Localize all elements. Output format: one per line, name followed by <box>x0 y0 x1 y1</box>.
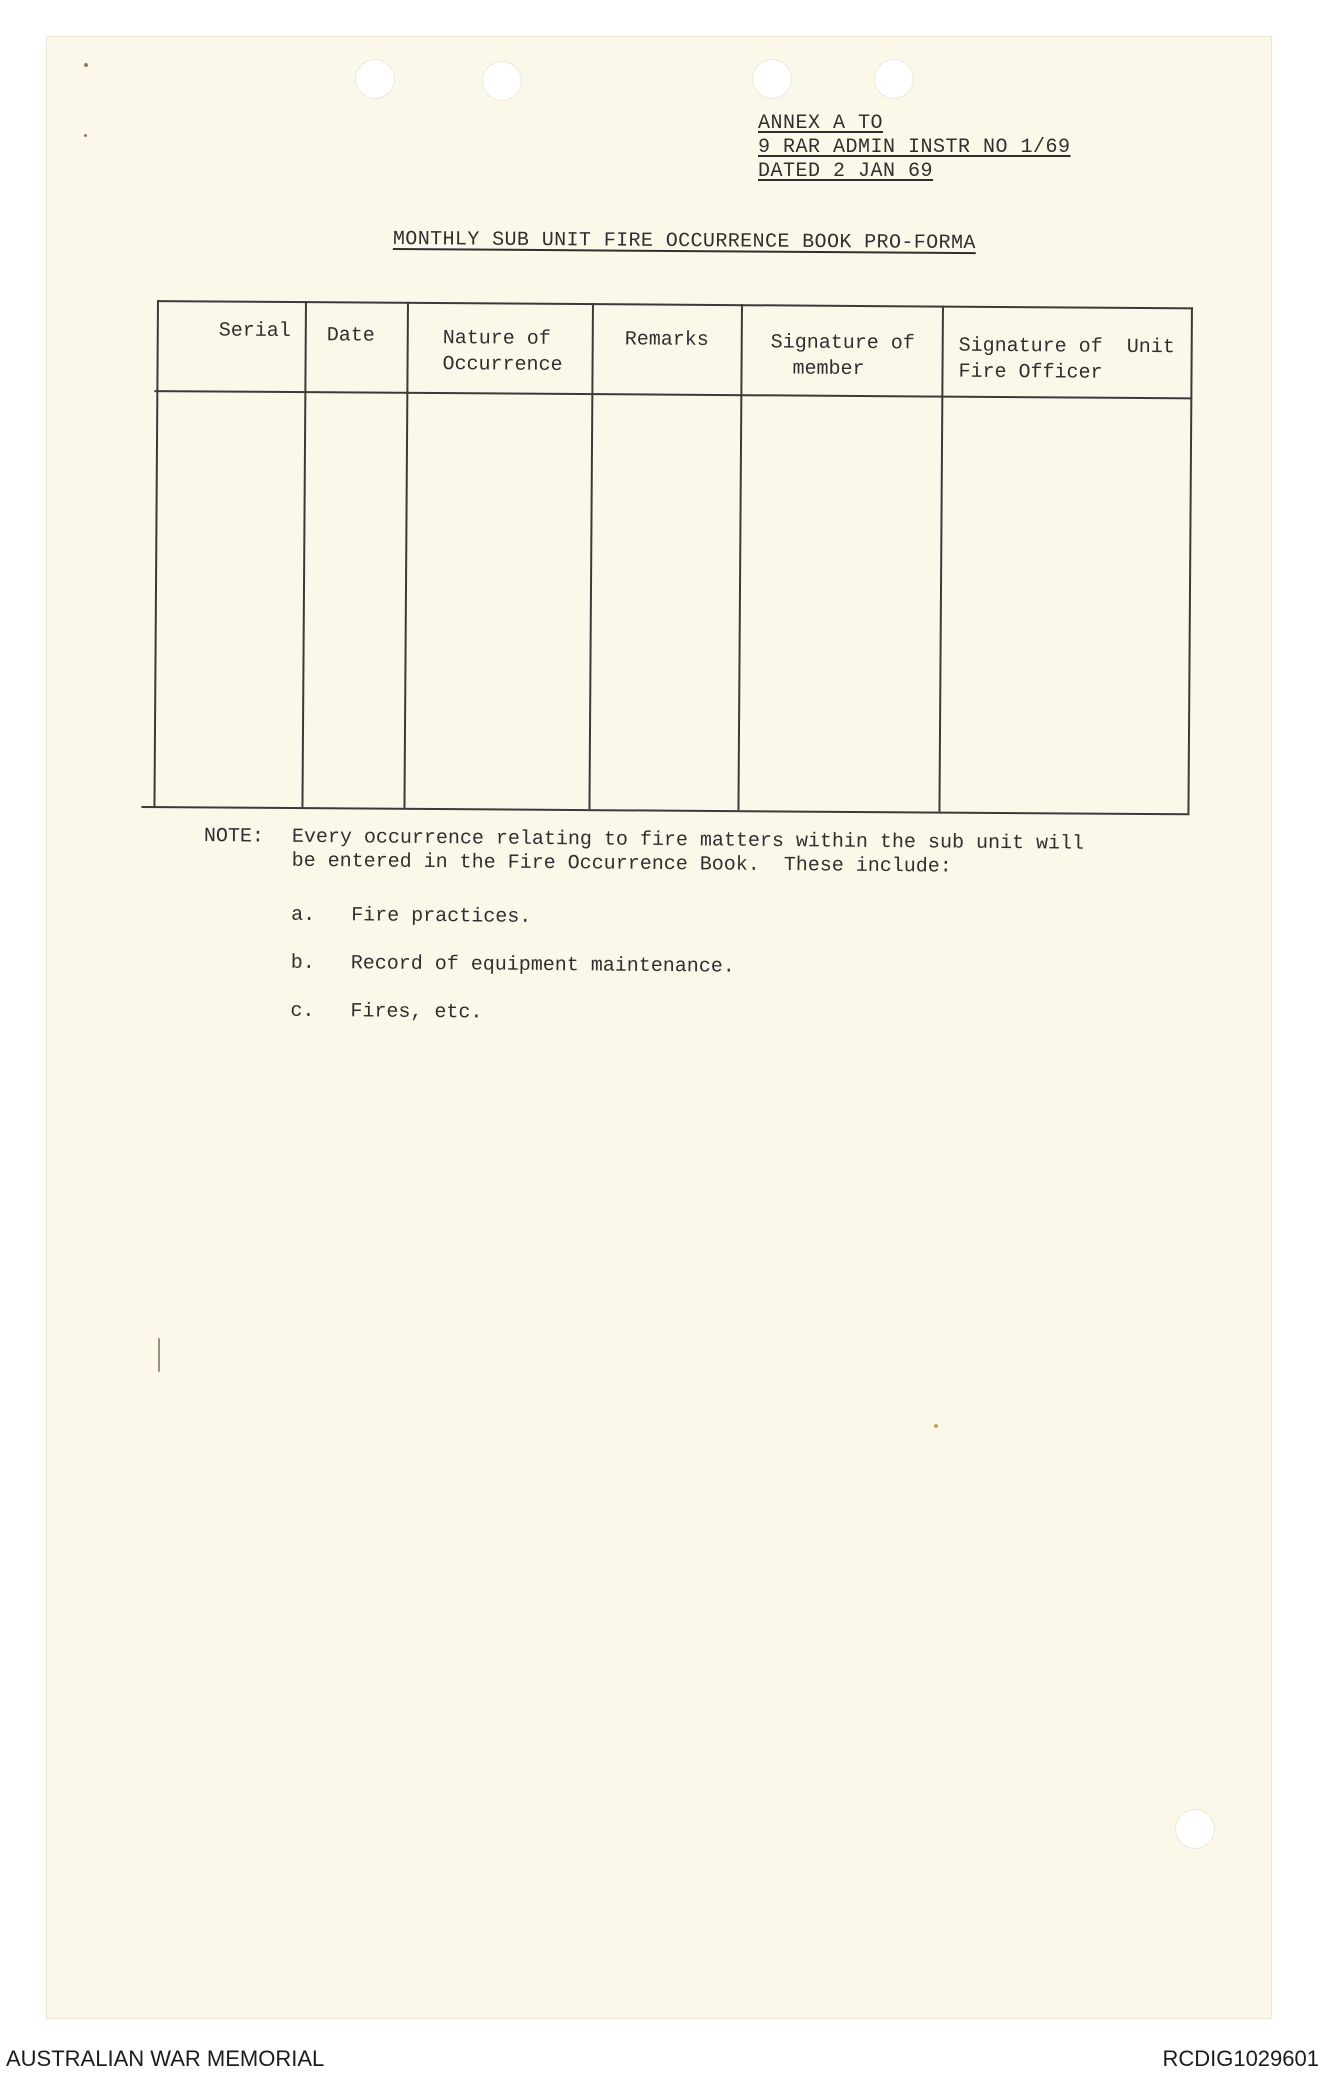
occurrence-table <box>141 300 1193 827</box>
punch-hole-3 <box>753 60 791 98</box>
column-header-serial-text: Serial <box>218 319 291 344</box>
punch-hole-5 <box>1176 1810 1214 1848</box>
column-header-fire-officer-signature <box>958 334 1174 388</box>
annex-line-2: 9 RAR ADMIN INSTR NO 1/69 <box>758 136 1071 159</box>
column-divider-3 <box>588 303 594 809</box>
punch-hole-2 <box>483 62 521 100</box>
table-left-border <box>153 300 159 806</box>
column-header-nature-line-1: Nature of <box>442 327 551 351</box>
column-header-serial <box>219 319 291 346</box>
column-header-member-signature-line-2: member <box>792 357 865 382</box>
column-header-remarks <box>625 327 709 354</box>
column-header-member-signature <box>770 330 914 383</box>
footer-archive-name: AUSTRALIAN WAR MEMORIAL <box>6 2046 325 2071</box>
column-divider-4 <box>737 304 743 810</box>
annex-reference <box>758 112 1071 184</box>
column-header-member-signature-line-1: Signature of <box>770 331 915 356</box>
list-item-marker: a. <box>291 903 316 927</box>
paper-speck <box>934 1424 938 1428</box>
list-item-marker: b. <box>290 951 315 975</box>
punch-hole-1 <box>356 60 394 98</box>
column-header-remarks-text: Remarks <box>624 328 709 352</box>
note-label: NOTE: <box>203 825 265 849</box>
note-body <box>292 826 1152 882</box>
list-item-text: Fires, etc. <box>350 1000 483 1025</box>
paper-speck <box>84 134 87 137</box>
column-divider-5 <box>938 306 944 812</box>
column-divider-1 <box>301 301 307 807</box>
annex-line-3: DATED 2 JAN 69 <box>758 160 934 183</box>
table-bottom-border <box>141 806 1189 815</box>
list-item-text: Fire practices. <box>351 904 532 929</box>
column-header-fire-officer-line-2: Fire Officer <box>958 360 1103 385</box>
paper-speck <box>84 63 88 67</box>
column-header-nature-line-2: Occurrence <box>442 353 563 377</box>
paper-mark <box>158 1338 160 1372</box>
punch-hole-4 <box>875 60 913 98</box>
table-header-divider <box>154 390 1192 399</box>
column-divider-2 <box>403 302 409 808</box>
document-title: MONTHLY SUB UNIT FIRE OCCURRENCE BOOK PRO-FORMA <box>392 228 976 256</box>
list-item-text: Record of equipment maintenance. <box>350 952 735 979</box>
footer-record-id: RCDIG1029601 <box>1162 2046 1319 2071</box>
column-header-date <box>327 323 375 349</box>
annex-line-1: ANNEX A TO <box>758 112 884 135</box>
column-header-nature <box>442 326 562 379</box>
list-item-marker: c. <box>290 999 315 1023</box>
note-line-2: be entered in the Fire Occurrence Book. These include: <box>291 849 952 879</box>
column-header-fire-officer-line-1: Signature of Unit <box>958 334 1175 360</box>
column-header-date-text: Date <box>326 324 375 348</box>
note-line-1: Every occurrence relating to fire matters within the sub unit will <box>291 825 1085 856</box>
